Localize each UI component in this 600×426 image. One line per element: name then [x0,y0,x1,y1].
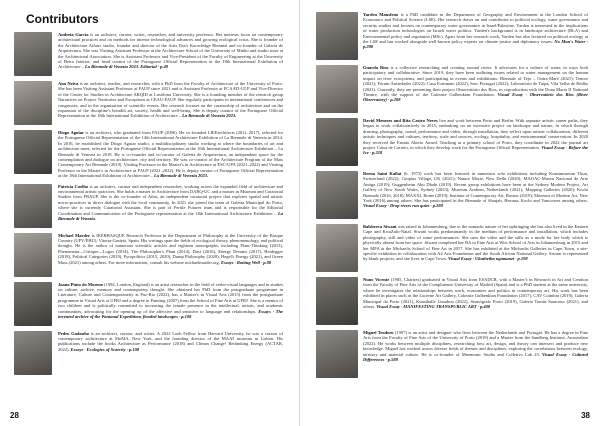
contributor-entry [14,184,283,228]
contributor-portrait-photo [316,330,358,378]
contributor-bio [363,118,588,166]
contributor-portrait-photo [316,12,358,60]
contributor-entry [14,331,283,375]
contributor-entry [316,277,588,325]
contributor-entry [14,282,283,326]
contributor-bio [363,330,588,378]
right-page [300,0,600,426]
contributor-contribution-ref: Visual Essay · MANIFESTING TRANSPUBLIC ART · p.408 [376,304,491,310]
contributor-bio [363,65,588,113]
contributor-contribution-ref: La Biennale di Venezia. [58,210,284,222]
contributor-portrait-photo [14,282,52,326]
contributor-entry [316,224,588,272]
contributor-contribution-ref: No Man's Water · p.288 [363,39,588,50]
contributor-contribution-ref: La Biennale di Venezia 2023. Editorial · p.48 [85,64,169,70]
contributor-bio-text: live and work between Porto and Berlin. With separate artistic career paths, they began to work collaboratively in 2015, embarking on an extensive project on landscape and nature, in which through drawing, photography, sound, performance and video, through installation, they reflect upon artistic collaboration, different artistic techniques and cultures, territory, scale and sources, ecology, hospitality, and environmental conservation. In 2020 they received the Ensaio Aberto Award. Teaching at a primary school of Porto, they coordinate in 2022 the journal art project Caixa de Correio, in which they develop work for the Portuguese Official Representation. [363,118,588,151]
page-number: 38 [581,411,590,420]
contributor-portrait-photo [316,277,358,325]
contributor-contribution-ref: Essays · Ecologies of Scarcity · p.108 [70,346,140,352]
contributor-bio-text: (1994, London, England) is an artist researcher in the field of verbo-visual languages and in studies on culture, archive, memory and contemporary thought. She obtained her PhD from the postgraduate programme in Literature, Culture and Contemporaneity at Puc-Rio (2022), has a Master's in Visual Arts (2015) from the postgraduate programme in Visual Arts at UFRJ and a degree in Painting (2007) from the School of Fine Arts at UFRJ. She is a mentor of two children and is politically committed to increasing the female presence in the intellectual, artistic, and academic communities, advocating for the opening up of the affective and sensitive to language and relationships. [58,281,283,314]
contributor-portrait-photo [14,130,52,174]
page-number: 28 [10,411,19,420]
contributor-name: Yarden Mansfeno [363,12,399,17]
contributor-bio-text: is a collective researching and creating around rivers. It advocates for a culture of water, in ways both participatory and collaborative. Since 2019, they have been outlining issues related to water management on the human impact on river ecosystems, and participating in events and exhibitions: Biennale of Tejo – Outra Maré (2021); Tenore (2021); Fórum Ansiedades (2022); Casa Fortunato (2022); Sesc Portugal (2022), Laboratório de Taipa, Vila Velha de Ródão (2021). Currently, they are presenting their project Observatório dos Rios, in coproduction with the Dona Maria II National Theatre, with the support of the Calouste Gulbenkian Foundation. [363,65,589,98]
contributor-entry [316,12,588,60]
contributor-bio [58,282,283,326]
contributor-name: Joana Pinto do Moreno [58,281,104,287]
contributor-bio-text: is an architect, teacher, and researcher, with a PhD from the Faculty of Architecture of the University of Porto. She has been Visiting Assistant Professor at FAUP since 2021 and is Assistant Professor at FCAATI-ULP and Vice-Director of the Center for Studies in Architecture ARQID at Lusófona University. She is a founding member of the research group Narratives on Project Territories and Exceptions at CEAU-FAUP. She regularly participates in international conferences and congresses, and in the organisation of scientific events. Her research focuses on the curatorship of architecture and on the expansion of the discipline's breadth art, society, health and well-being. She is deputy curator of the Portuguese Official Representation at the 18th International Exhibition of Architecture – [58,81,284,119]
contributor-bio [58,331,283,375]
contributor-name: David Meneses and Rita Castro Neves [363,118,438,123]
contributor-contribution-ref: La Biennale di Venezia 2023. [153,173,209,179]
contributor-bio-text: is a PhD candidate in the Department of Geography and Environment at the London School of Economics and Political Science (LSE). Her research draws on and contributes to political ecology, water governance and security studies and focuses on contemporary water governance in Israel/Palestine. Yarden is interested in the implications of water production technologies on Israeli water politics. Yarden's background is in landscape architecture (BLA) and Environmental policy and regulation (MSc). Apart from her research work, Yarden has also lectured on political ecology at the LSE and has worked alongside well-known policy experts on climate justice and diplomacy issues. [363,12,588,45]
contributor-bio [58,32,283,76]
contributor-portrait-photo [14,233,52,277]
contributor-contribution-ref: Visual Essay · Ukuthetha ngamanzi · p.198 [447,256,528,262]
contributor-portrait-photo [316,65,358,113]
contributor-entry [316,118,588,166]
contributor-portrait-photo [14,81,52,125]
contributor-name: Miguel Teodoro [363,330,394,335]
contributor-portrait-photo [316,224,358,272]
contributor-bio [58,233,283,277]
contributor-name: Ana Neiva [58,81,79,86]
contributor-bio [363,224,588,272]
page-title: Contributors [26,12,99,26]
contributor-portrait-photo [14,331,52,375]
contributor-bio-text: is IKERBASQUE Research Professor in the Department of Philosophy at the University of the Basque Country (UPV/EHU), Vitoria-Gasteiz, Spain. His writings span the fields of ecological theory, phenomenology, and political thought. He is the author of numerous scientific articles and eighteen monographs, including Plant-Thinking (2013), Phenomena—Critique—Logos (2014), The Philosopher's Plant (2014), Dust (2016), Energy Dreams (2017), Heidegger (2018), Political Categories (2019), Pyropolitics (2015, 2020), Dump Philosophy (2020), Hegel's Energy (2021), and Green Mass (2021) among others. For more information, consult his website michaelmarder.org. [58,232,284,265]
contributor-entry [316,171,588,219]
contributor-portrait-photo [316,171,358,219]
contributor-entry [14,81,283,125]
contributor-contribution-ref: Visual Essay · Before the Ice · p.318 [363,145,588,156]
contributor-contribution-ref: Visual Essay · Observatório dos Rios (River Observatory) · p.208 [363,92,588,103]
contributor-list [14,32,283,375]
contributor-bio [58,81,283,125]
contributor-name: Pedro Gadanho [58,330,89,336]
contributor-bio-text: is an architect, who graduated from FAUP (2006). He co-founded LIEEarchitects (2011–2017), selected for the Portuguese Official Representation of the 14th International Architecture Exhibition of La Biennale di Venezia in 2014. In 2016, he established the Diogo Aguiar studio, a multidisciplinary studio working at where the boundaries of art and architecture meet, selected for the Portuguese Official Representation at the 16th International Architecture Exhibition – La Biennale di Venezia in 2018. He is co-founder and co-curator of Galeria de Arquitectura, an independent space for the contemplation and dialogue on architecture, city and territory. He was co-curator of the Architecture Program of the Mais Contemporary Art Biennale (2019). Visiting Professor in the Master's in Architecture at ESC-UPA (2021–2022) and Visiting Professor in the Master's in Architecture at FAUP (2021–2022). He is deputy curator of Portuguese Official Representation at the 18th International Exhibition of Architecture – [58,130,283,179]
contributor-bio [363,171,588,219]
contributor-bio [363,277,588,325]
contributor-bio-text: is an architect, curator, writer, researcher, and university professor. Her interests focus on contemporary architectural practices and on methods for intense technological advances and growing ecological crisis. She is founder of the Architecture Affairs studio, founder and director of the Artis Ilea's Knowledge Biennial and co-founder of Galeria de Arquitectura. She was Visiting Assistant Professor at the Architecture School of the University of Minho and studio tutor at the Architectural Association. She is Assistant Professor and Vice-President of the Faculty of Engineering at the University of Beira Interior, and head curator of the Portuguese Official Representation at the 18th International Exhibition of Architecture – [58,32,284,70]
contributor-bio-text: (1997) is an artist and designer who lives between the Netherlands and Portugal. He has a degree in Fine Arts from the Faculty of Fine Arts of the University of Porto (2019) and a Master from the Sandberg Instituut, Amsterdam (2022). He works between multiple disciplines, researching how art, design, and theory can intersect and produce new knowledge. Miguel has worked across diverse fields of themes and disciplines, exploring the correlations between ecology, territory and material culture. He is co-founder of Mnemonic Studio and Colletivo Lab 23. [363,330,588,357]
contributor-contribution-ref: Visual Essay · Drop rivers run quiet · p.288 [363,203,443,209]
contributor-portrait-photo [316,118,358,166]
contributor-contribution-ref: Visual Essay · Cultural Differences · p.588 [363,351,588,363]
contributor-name: Balsheeva Siwani [363,224,397,229]
contributor-contribution-ref: La Biennale di Venezia 2023. [182,113,237,119]
contributor-name: Nuno Vicente [363,277,390,282]
contributor-contribution-ref: Essays · The invented archive of the Pantanal Expeditions flooded landscapes · p.108 [58,308,283,320]
contributor-portrait-photo [14,32,52,76]
contributor-bio-text: is an architect, curator, and writer. A 2022 Loeb Fellow from Harvard University, he was a curator of contemporary architecture at MoMA, New York, and the founding director of the MAAT museum in Lisbon. His publications include the books Architecture as Performance (2018) and Climax Change! Rethinking Energy (ACTAR, 2022). [58,330,283,352]
contributor-bio-text: is an architect, curator and independent researcher, working across the expanded field of architecture and environmental artistic practices. She holds a master in Architecture from DARQ-UC and a master in Museum and Curatorial Studies from FBAUP. She is the co-founder of Atlas, an independent curatorial project that explores spatial and artistic micro-practices in direct dialogue with the local community. In 2021 she joined the team of Galeria Municipal do Porto, where she is currently Curatorial Assistant. She is part of Fertile Futures team and is responsible for the Editorial Coordination and Communication of the Portuguese representation at the 18th International Architecture Exhibition – [58,183,284,216]
contributor-name: Diogo Aguiar [58,130,84,135]
contributor-name: Reena Saini Kallat [363,171,402,176]
contributor-name: Guarda Rios [363,65,389,70]
contributor-bio-text: was raised in Johannesburg, due to the nomadic nature of her upbringing she has also lived in the Eastern Cape and KwaZulu-Natal. Siwani works predominantly in the medium of performance and installation, which includes photography, still and video of some performances. She uses the video and the stills as a mode for her body which is physically absent from her space. Siwani completed her BA in Fine Arts at Wits School of Arts in Johannesburg in 2015 and her MFA at the Michaelis School of Fine Art in 2017. She has exhibited at the Michaelis Galleries in Cape Town, a site-specific exhibition in collaboration with A4 Arts Foundation and the South African National Gallery. Siwani is represented by blank projects, and she lives in Cape Town. [363,224,589,262]
contributor-entry [14,130,283,179]
contributor-entry [14,32,283,76]
contributor-entry [316,330,588,378]
contributor-name: Andreia Garcia [58,32,89,37]
contributor-list [316,12,588,378]
contributor-bio-text: (b. 1973) work has been featured in numerous solo exhibitions including Kunstmuseum Thun, Switzerland (2022); Gropius Village, UK (2021); Nature Morte, New Delhi (2020); MAOAC-Museu Nacional de Arte Antiga (2019); Guggenheim Abu Dhabi (2019). Recent group exhibitions have been at the Sydney Modern Project, Art Gallery of New South Wales, Sydney (2023); Museum Arnhem, Netherlands (2021); Mapping Galleries (2020); Kochi Biennale (2016, 2018), MAXXI, Rome (2019); Institute of Contemporary Art, Boston (2019); Museum of Modern Art, New York (2016) among others. She has participated in the Biennale of Sharjah, Havana, Kochi and Vancouver among others. [363,171,588,204]
contributor-name: Michael Marder [58,232,91,238]
contributor-bio [58,184,283,228]
contributor-bio-text: (1985, Chartres) graduated in Visual Arts from ESADCR, with a Master's in Research in Art and Creation from the Faculty of Fine Arts of the Complutense University of Madrid (Spain) and is a PhD student at the same university, where he investigates the relationships between work, economies and politics in contemporary art. His work has been exhibited in places such as the Lucerne Art Gallery, Calouste Gulbenkian Foundation (2017); CAV Coimbra (2019), Galeria Municipal do Porto (2021), Kunsthalle Lissabon (2022), Sismógrafo Porto (2019), Galería Tomás Saraceno (2021), and others. [363,277,589,310]
contributor-bio [363,12,588,60]
contributor-bio [58,130,283,179]
contributor-entry [316,65,588,113]
contributor-portrait-photo [14,184,52,228]
contributor-entry [14,233,283,277]
contributor-contribution-ref: Essays · Rotting Well · p.88 [221,259,272,265]
contributor-name: Patrícia Coelho [58,183,89,189]
